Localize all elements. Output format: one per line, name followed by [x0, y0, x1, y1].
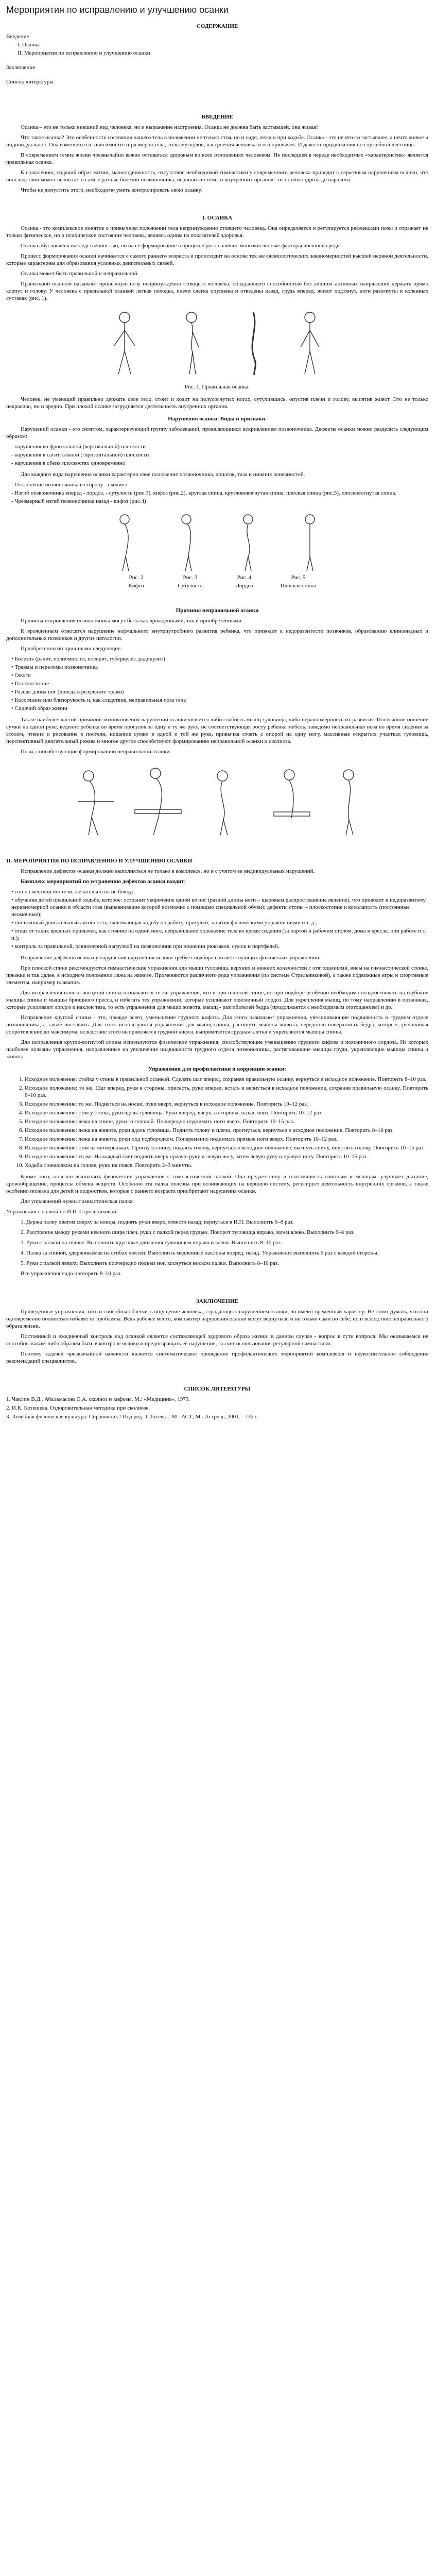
section2-paragraph: При плоской спине рекомендуются гимнастические упражнения для мышц туловища, верхних и нижних конечностей с отягощениями, висы на гимнастической стенке, прыжки и так далее, в исходном положении лежа на животе. Применяются различного рода упражнения (по системе Стрельниковой), а также подвижные игры и спортивные элементы, например плавание.	[6, 965, 428, 986]
list-item: 1. Держа палку хватом сверху за концы, поднять руки вверх, отвести назад; вернуться в И.П. Выполнить 6–8 раз.	[21, 1219, 294, 1225]
list-item: - Отклонение позвоночника в сторону - сколиоз	[11, 482, 127, 488]
toc-item-intro: Введение	[6, 33, 29, 40]
figure1-caption: Рис. 1. Правильная осанка.	[184, 384, 250, 390]
section1-paragraph: Правильной осанкой называют привычную позу непринужденно стоящего человека, обладающего способностью без лишних активных напряжений держать прямо корпус и голову. У человека с правильной осанкой легкая походка, плечи слегка опущены и отведены назад, грудь вперед, живот подтянут, ноги разогнуты в коленных суставах (рис. 1).	[6, 281, 428, 301]
figure-names-row	[109, 582, 325, 589]
section2-paragraph: Для упражнений нужна гимнастическая палка.	[21, 1198, 134, 1205]
list-item: - Изгиб позвоночника вперед - лордоз, - сутулость (рис.3), кифоз (рис.2), круглая спина, круглововогнутая спина, плоская спина (рис.5), плосковогнутая спина.	[11, 490, 397, 496]
fig-label: Рис. 2	[129, 574, 144, 581]
types-list	[6, 481, 428, 505]
fig-name: Кифоз	[128, 583, 144, 589]
list-item: 1. Исходное положение: стойка у стены в правильной осанкой. Сделать шаг вперед, сохраняя правильную осанку, вернуться в исходное положение. Повторить 8–10 раз.	[25, 1076, 428, 1083]
fig-label: Рис. 3	[183, 574, 198, 581]
stick-intro: Упражнения с палкой по И.П. Стрельниковой:	[6, 1209, 118, 1215]
bad-postures-image	[58, 760, 377, 838]
literature-heading: СПИСОК ЛИТЕРАТУРЫ	[184, 1386, 251, 1392]
document-title: Мероприятия по исправлению и улучшению осанки	[6, 5, 229, 15]
list-item: 5. Руки с палкой вверху. Выполнить поочередно подъем ног, коснуться носком палки. Выполнить 8–10 раз.	[21, 1260, 279, 1266]
causes-heading: Причины неправильной осанки	[176, 607, 259, 614]
list-item: • отказ от таких вредных привычек, как стояние на одной ноге, неправильное положение тела во время сидения (за партой и рабочим столом, дома в кресле, при работе и т. п.);	[11, 928, 426, 941]
list-item: 2. Исходное положение: то же. Шаг вперед, руки в стороны, присесть, руки вперед, встать и вернуться в исходное положение, сохраняя правильную осанку. Повторить 8–10 раз.	[25, 1084, 428, 1099]
violations-heading: Нарушения осанки. Виды и признаки.	[168, 416, 267, 422]
list-item: • Травмы и переломы позвоночника	[11, 664, 98, 670]
section2-paragraph: Кроме того, полезно выполнять физические упражнения с гимнастической палкой. Она предает силу и пластичность спинным и мышцам, улучшает дыхание, кровообращение, процессы обмена веществ. Особенно эта палка полезна при возникающих на нервную систему, регулирует деятельность внутренних органов, а также особенно полезна для детей и подростков, которые с раннего возраста приобретают нарушения осанки.	[6, 1174, 428, 1194]
causes-paragraph: К врожденным относятся нарушение нормального внутриутробного развития ребенка, что приводит к недоразвитости позвонков, образованию клиновидных и дополнительных позвонков и другие патологии.	[6, 628, 428, 641]
fig-name: Плоская спина	[280, 583, 317, 589]
literature-list	[6, 1396, 428, 1420]
literature-item: 3. Лечебная физическая культура: Справочник / Под ред. Т.Лосева. - М.: АСТ; М.: Астрель, 2001. - 736 с.	[6, 1414, 259, 1420]
fig-name: Сутулость	[178, 583, 203, 589]
list-item: - нарушения во фронтальной (вертикальной) плоскости	[11, 444, 146, 450]
section1-paragraph: Процесс формирования осанки начинается с самого раннего возраста и происходит на основе тех же физиологических закономерностей высшей нервной деятельности, которые характерны для образования условных двигательных связей.	[6, 253, 428, 266]
intro-paragraph: В современном темпе жизни чрезвычайно важно оставаться здоровым во всех отношениях человеком. Не последней в череде необходимых «характеристик» является правильная осанка.	[6, 152, 428, 165]
violations-paragraph: Для каждого вида нарушения осанки характерно свое положение позвоночника, лопаток, таза и нижних конечностей.	[21, 471, 305, 478]
list-item: 2. Расстояние между руками немного шире плеч, руки с палкой перед грудью. Поворот туловища вправо, затем влево. Выполнить 6–8 раз.	[21, 1229, 355, 1235]
section2-paragraph: Все упражнения надо повторять 8–10 раз.	[21, 1270, 122, 1277]
intro-paragraph: Чтобы не допустить этого, необходимо уметь контролировать свою осанку.	[21, 187, 202, 193]
posture-figure-image	[73, 307, 361, 379]
stick-exercise-list	[6, 1218, 428, 1267]
list-item: • Сидячий образ жизни	[11, 705, 67, 711]
section2-paragraph: Исправление дефектов осанки у нарушения нарушения осанки требует подбора соответствующих физических упражнений.	[21, 955, 321, 961]
list-item: 4. Палка за спиной, удерживаемая на сгибах локтей. Выполнить медленные наклоны вперед, назад. Упражнение выполнять 6 раз с каждой стороны.	[21, 1250, 379, 1256]
figure-correct-posture	[73, 307, 361, 379]
section1-heading: I. ОСАНКА	[202, 215, 233, 221]
list-item: • Болезнь (рахит, полиомиелит, плеврит, туберкулез, радикулит)	[11, 656, 165, 662]
section2-paragraph: Для исправления плоско-вогнутой спины назначаются те же упражнения, что и при плоской спине, по при подборе особенно необходимо воздействовать на глубокие мышцы спины и мышцы брюшного пресса, и избегать тех упражнений, которые усиливают поясничный лордоз. Для укрепления мышц, по тому направлению в позвонках, которые усиливают лордоз и наклон таза, то есть упражнения для мышц живота, мышц - разгибателей бедра (продолжается с необходимым отягощением) и др.	[6, 990, 428, 1010]
list-item: 3. Исходное положение: то же. Подняться на носки, руки вверх, вернуться в исходное положение. Повторить 10–12 раз.	[25, 1100, 428, 1108]
literature-item: 1. Чаклин В.Д., Абальмасова Е.А. сколиоз и кифозы. М.: «Медицина», 1973.	[6, 1396, 190, 1402]
toc-item-conclusion: Заключение	[6, 64, 36, 71]
conclusion-paragraph: Постоянный и ежедневный контроль над осанкой является составляющей здорового образа жизни, в данном случае - вопрос к сути вопроса. Мы оказываемся не способны каким-либо образом быть в контроле осанки и предотвращать её нарушения, за счет использования регулярной гимнастики.	[6, 1333, 428, 1347]
list-item: 6. Исходное положение: лежа на животе, руки вдоль туловища. Поднять голову и плечи, прогнуться, вернуться в исходное положение. Повторить 8–10 раз.	[25, 1127, 428, 1134]
violations-paragraph: Нарушений осанки - это симптом, характеризующий группу заболеваний, проявляющихся искривлением позвоночника. Дефекты осанки можно разделить следующим образом:	[6, 426, 428, 439]
toc-heading: СОДЕРЖАНИЕ	[196, 23, 238, 29]
conclusion-paragraph: Поэтому задачей чрезвычайной важности является систематическое проведение профилактических мероприятий комплексов и неукоснительное соблюдение рекомендаций специалистов.	[6, 1351, 428, 1364]
list-item: 5. Исходное положение: лежа на спине, руки за головой. Поочередно поднимать ноги вверх. Повторить 10–15 раз.	[25, 1118, 428, 1125]
list-item: - нарушения в сагиттальной (горизонтальной) плоскости	[11, 452, 149, 458]
list-item: 7. Исходное положение: лежа на животе, руки под подбородком. Попеременно поднимать прямые ноги вверх. Повторить 10–12 раз.	[25, 1136, 428, 1143]
causes-paragraph: Причины искривления позвоночника могут быть как врожденными, так и приобретенными.	[21, 618, 243, 624]
list-item: • сон на жесткой постели, желательно на не бочку;	[11, 889, 134, 895]
figure-posture-types	[73, 510, 361, 572]
list-item: 10. Ходьба с мешочком на голове, руки на поясе. Повторить 2–3 минуты.	[25, 1162, 428, 1169]
list-item: 3. Руки с палкой на голове. Выполнить круговые движения туловищем вправо и влево. Выполнить 8–10 раз.	[21, 1240, 282, 1246]
figure-labels-row	[109, 574, 325, 581]
intro-paragraph: К сожалению, сидячий образ жизни, малоподвижность, отсутствие необходимой гимнастики у современного человека приводят к серьезным нарушениям осанки, что впоследствии может вылиться в самые разные болезни позвоночника, нервной системы и внутренних органов - от остеохондроза до паралича.	[6, 170, 428, 183]
document-content	[6, 20, 428, 1422]
fig-name: Лордоз	[235, 583, 253, 589]
exercise-list	[18, 1076, 428, 1169]
causes-paragraph: Приобретенными причинами следующие:	[21, 646, 123, 652]
intro-paragraph: Осанка – это не только внешний вид человека, но и выражение настроения. Осанка не должна быть застывшей, она живая!	[21, 124, 318, 130]
causes-paragraph: Также наиболее частой причиной возникновения нарушений осанки является либо слабость мышц туловища, либо неравномерность их развития. Постоянное ношение сумки на одной руке, ведение ребенка во время прогулок за одну и ту же руку, не соответствующая росту ребенка мебель, заведомо неправильная поза во время сидения за столом, чтение и рисование в постели, ношение сумки в одной и той же руке, привычка стоять с опорой на одну ногу, массивные открытых участках туловища, перспективный двигательный режим и многое другое способствуют формированию неправильной осанки и сколиоза.	[6, 717, 428, 744]
list-item: • контроль за правильной, равномерной нагрузкой на позвоночник при ношении рюкзаков, сумок и портфелей.	[11, 943, 280, 950]
list-item: 9. Исходное положение: то же. На каждый счет поднять вверх правую руку и левую ногу, затем левую руку и правую ногу. Повторить 10–15 раз.	[25, 1153, 428, 1160]
list-item: • обучение детей правильной ходьбе, которое: устранит укорочение одной из ног (разной длины ноги – шаровым распространение явление), что приводит к недоразвитому неравномерной осанки в области таза (выравнивание которой возможно с помощью специальной обуви); дефекты стопы – плоскостопие и косолапость (постоянные неомочные);	[11, 897, 426, 918]
causes-list	[6, 655, 428, 712]
conclusion-paragraph: Приведенные упражнения, хоть и способны облегчить ощущение человека, страдающего нарушением осанки, но имеют временный характер. Не стоит думать, что они одновременно полностью избавят от проблемы. Ведь рабочее место, компьютер нарушения осанки могут вернуться, и не только сами по себе, но и вследствие неправильного образа жизни.	[6, 1309, 428, 1329]
list-item: • Плоскостопие	[11, 681, 49, 687]
intro-paragraph: Что такое осанка? Это особенность состояния нашего тела в положении не только стоя, но и сидя, лежа и при ходьбе. Осанка - это не что-то застывшее, а нечто живое и индивидуальное. Она изменяется в зависимости от размеров тела, силы мускулов, настроения человека и его привычек. И даже от продвижения по служебной лестнице.	[6, 134, 428, 148]
list-item: • Ожоги	[11, 672, 31, 679]
section1-paragraph: Осанка обусловлена наследственностью, но на ее формирование в процессе роста влияют многочисленные факторы внешней среды.	[21, 243, 342, 249]
complex-list	[6, 888, 428, 950]
section2-paragraph: Исправление круглой спины - это, прежде всего, уменьшение грудного кифоза. Для этого назначают упражнения, увеличивающие подвижность в грудном отделе позвоночника, а также поставить. Для этого используются упражнения для мышц спины, растянуть мышцы живота, переднюю поверхность бедра, которые, увеличивая сопротивление до максимума, вследствие этого выпрямляется грудной кифоз, выпрямляется грудная клетка и укрепляются мышцы спины.	[6, 1014, 428, 1035]
causes-paragraph: Позы, способствующие формированию неправильной осанки:	[21, 749, 171, 755]
section2-paragraph: Исправление дефектов осанки должно выполняться не только в комплексе, но и с учетом ее индивидуальных нарушений.	[21, 868, 315, 874]
list-item: • Косоглазие или близорукость и, как следствие, неправильная поза тела	[11, 697, 186, 703]
toc-item-section1: I. Осанка	[18, 42, 40, 48]
section1-paragraph: Человек, не умеющий правильно держать свое тело, стоит и ходит на полусогнутых ногах, сутулившись, опустив плечи и голову, выпятив живот. Это не только некрасиво, но и вредно. При плохой осанке затрудняется деятельность внутренних органов.	[6, 396, 428, 410]
list-item: - нарушения в обеих плоскостях одновременно	[11, 460, 126, 466]
exercise-heading: Упражнения для профилактики и коррекции осанки:	[148, 1066, 286, 1072]
conclusion-heading: ЗАКЛЮЧЕНИЕ	[196, 1298, 238, 1304]
list-item: 8. Исходное положение: стоя на четвереньках. Прогнуть спину, поднять голову, вернуться в исходное положение, выгнуть спину, опустить голову. Повторить 10–15 раз.	[25, 1144, 428, 1151]
section2-paragraph: Для исправления кругло-вогнутой спины используются физические упражнения, способствующие уменьшению грудного кифоза и поясничного лордоза. Из которых наиболее полезны упражнения, направленные на увеличение подвижности грудного отдела позвоночника, растягивающие мышцы груди, укрепляющие мышцы спины и живота.	[6, 1039, 428, 1060]
fig-label: Рис. 4	[237, 574, 252, 581]
toc-list	[6, 33, 428, 86]
list-item: 4. Исходное положение: стоя у стены, руки вдоль туловища. Руки вперед, вверх, в стороны, назад, вниз. Повторить 10–12 раз.	[25, 1109, 428, 1116]
section1-paragraph: Осанка - это комплексное понятие о привычном положении тела непринужденно стоящего человека. Она определяется и регулируется рефлексами позы и отражает не только физическое, но и психическое состояние человека, являясь одним из показателей здоровья.	[6, 225, 428, 239]
list-item: • Разная длина ног (иногда в результате травм)	[11, 689, 124, 695]
intro-heading: ВВЕДЕНИЕ	[201, 114, 233, 120]
figure-bad-postures	[58, 760, 377, 838]
toc-item-literature: Список литературы	[6, 79, 54, 85]
posture-types-image	[73, 510, 361, 572]
section1-paragraph: Осанка может быть правильной и неправильной.	[21, 270, 139, 277]
fig-label: Рис. 5	[291, 574, 306, 581]
complex-heading: Комплекс мероприятий по устранению дефектов осанки входит:	[21, 878, 186, 885]
list-item: - Чрезмерный изгиб позвоночника назад - кифоз (рис.4)	[11, 498, 146, 504]
section2-heading: II. МЕРОПРИЯТИЯ ПО ИСПРАВЛЕНИЮ И УЛУЧШЕНИЮ ОСАНКИ	[6, 858, 193, 864]
toc-item-section2: II. Мероприятия по исправлению и улучшению осанки	[18, 50, 150, 56]
literature-item: 2. И.К. Котешева. Оздоровительная методика при сколиозе.	[6, 1405, 150, 1411]
violations-list	[6, 443, 428, 467]
list-item: • постоянный двигательный активность, включающая ходьбу на работу, прогулки, занятия физическими упражнениями и т. д.;	[11, 920, 318, 926]
